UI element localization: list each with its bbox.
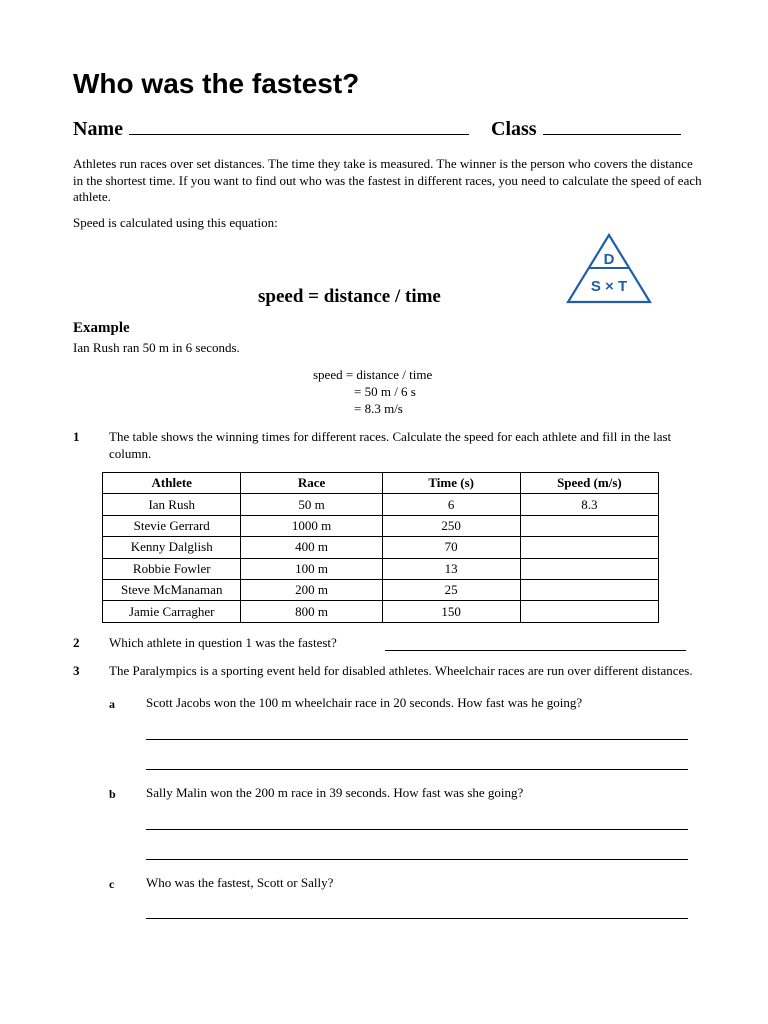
speed-cell[interactable] <box>520 558 658 579</box>
name-field <box>73 116 469 141</box>
part-a-label: a <box>109 697 115 711</box>
part-a-answer-line-1[interactable] <box>146 739 688 740</box>
example-calc-line-3: = 8.3 m/s <box>354 401 403 416</box>
example-calc-line-2: = 50 m / 6 s <box>354 384 416 399</box>
speed-cell[interactable]: 8.3 <box>520 494 658 515</box>
athlete-cell: Ian Rush <box>103 494 241 515</box>
question-3-text: The Paralympics is a sporting event held for disabled athletes. Wheelchair races are run over different distances. <box>109 663 693 678</box>
time-cell: 70 <box>382 537 520 558</box>
race-cell: 1000 m <box>241 515 382 536</box>
header-athlete: Athlete <box>103 473 241 494</box>
table-header-row <box>103 473 659 494</box>
table-row <box>103 515 659 536</box>
triangle-speed-time-label: S × T <box>590 278 628 295</box>
question-2-text: Which athlete in question 1 was the fastest? <box>109 635 337 650</box>
question-1-text: The table shows the winning times for different races. Calculate the speed for each athlete and fill in the last column. <box>109 429 672 461</box>
class-input-line[interactable] <box>543 116 681 135</box>
time-cell: 250 <box>382 515 520 536</box>
part-a-answer-line-2[interactable] <box>146 769 688 770</box>
speed-cell[interactable] <box>520 579 658 600</box>
race-cell: 800 m <box>241 601 382 622</box>
question-2-answer-line[interactable] <box>385 650 686 651</box>
triangle-distance-label: D <box>603 251 615 268</box>
class-field <box>491 116 681 141</box>
race-cell: 400 m <box>241 537 382 558</box>
speed-table <box>102 472 659 623</box>
athlete-cell: Jamie Carragher <box>103 601 241 622</box>
page-title: Who was the fastest? <box>73 68 360 99</box>
athlete-cell: Robbie Fowler <box>103 558 241 579</box>
header-speed: Speed (m/s) <box>520 473 658 494</box>
header-time: Time (s) <box>382 473 520 494</box>
time-cell: 25 <box>382 579 520 600</box>
class-label: Class <box>491 118 537 140</box>
speed-equation: speed = distance / time <box>258 286 441 307</box>
intro-paragraph: Athletes run races over set distances. The time they take is measured. The winner is the person who covers the distance in the shortest time. If you want to find out who was the fastest in different races, you need to calculate the speed of each athlete. <box>73 156 702 204</box>
athlete-cell: Kenny Dalglish <box>103 537 241 558</box>
part-a-text: Scott Jacobs won the 100 m wheelchair race in 20 seconds. How fast was he going? <box>146 695 583 710</box>
part-c-text: Who was the fastest, Scott or Sally? <box>146 875 334 890</box>
header-race: Race <box>241 473 382 494</box>
race-cell: 200 m <box>241 579 382 600</box>
example-heading: Example <box>73 320 130 336</box>
part-c-answer-line[interactable] <box>146 918 688 919</box>
example-calc-line-1: speed = distance / time <box>313 367 433 382</box>
time-cell: 150 <box>382 601 520 622</box>
athlete-cell: Stevie Gerrard <box>103 515 241 536</box>
part-b-label: b <box>109 787 116 801</box>
name-input-line[interactable] <box>129 116 469 135</box>
race-cell: 100 m <box>241 558 382 579</box>
part-c-label: c <box>109 877 115 891</box>
table-row <box>103 558 659 579</box>
table-row <box>103 494 659 515</box>
time-cell: 13 <box>382 558 520 579</box>
speed-cell[interactable] <box>520 601 658 622</box>
example-text: Ian Rush ran 50 m in 6 seconds. <box>73 340 240 355</box>
question-2-number: 2 <box>73 635 80 650</box>
question-3-number: 3 <box>73 663 80 678</box>
distance-speed-time-triangle <box>564 232 654 306</box>
table-row <box>103 579 659 600</box>
part-b-answer-line-2[interactable] <box>146 859 688 860</box>
part-b-text: Sally Malin won the 200 m race in 39 seconds. How fast was she going? <box>146 785 524 800</box>
name-label: Name <box>73 118 123 140</box>
speed-cell[interactable] <box>520 537 658 558</box>
table-row <box>103 537 659 558</box>
question-1-number: 1 <box>73 429 80 444</box>
speed-cell[interactable] <box>520 515 658 536</box>
equation-intro: Speed is calculated using this equation: <box>73 215 278 230</box>
table-row <box>103 601 659 622</box>
time-cell: 6 <box>382 494 520 515</box>
athlete-cell: Steve McManaman <box>103 579 241 600</box>
race-cell: 50 m <box>241 494 382 515</box>
part-b-answer-line-1[interactable] <box>146 829 688 830</box>
